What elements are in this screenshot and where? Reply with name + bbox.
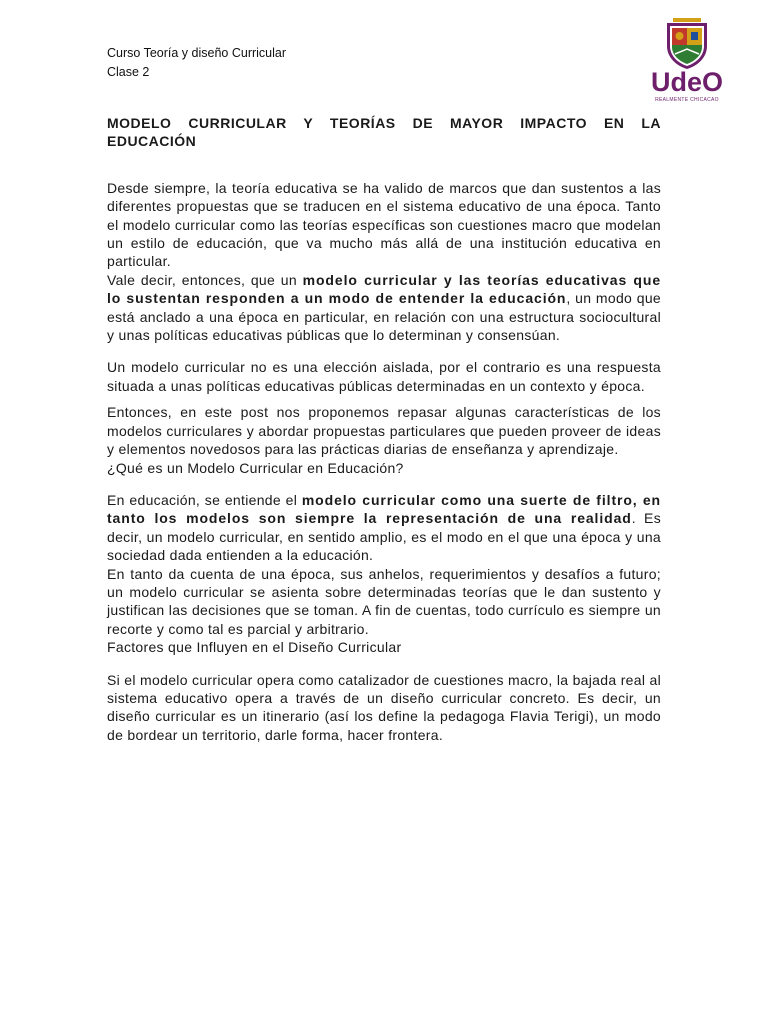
logo-subtitle: REALMENTE CHICACAO — [655, 97, 719, 103]
paragraph-2-bold: modelo curricular y las teorías educativas que lo sustentan responden a un modo de entender la educación — [107, 271, 662, 307]
paragraph-5-bold: modelo curricular como una suerte de filtro, en tanto los modelos son siempre la representación de una realidad — [107, 491, 662, 527]
udeo-logo — [645, 18, 729, 104]
paragraph-2-start: Vale decir, entonces, que un — [107, 271, 303, 288]
paragraph-2 — [107, 271, 661, 345]
paragraph-5-end: . Es decir, un modelo curricular, en sentido amplio, es el modo en el que una época y una sociedad dada entienden a la educación. — [107, 510, 661, 564]
university-crest-icon — [663, 18, 711, 70]
document-header — [107, 44, 286, 82]
section-heading-factores: Factores que Influyen en el Diseño Curricular — [107, 639, 402, 656]
title-line-1: MODELO CURRICULAR Y TEORÍAS DE MAYOR IMPACTO EN LA — [107, 115, 661, 131]
paragraph-5 — [107, 491, 661, 565]
paragraph-7: Si el modelo curricular opera como catalizador de cuestiones macro, la bajada real al sistema educativo opera a través de un diseño curricular concreto. Es decir, un diseño curricular es un itinerario (así los define la pedagoga Flavia Terigi), un modo de bordear un territorio, darle forma, hacer frontera. — [107, 671, 661, 743]
section-heading-modelo: ¿Qué es un Modelo Curricular en Educación? — [107, 459, 404, 476]
title-line-2: EDUCACIÓN — [107, 133, 197, 150]
paragraph-2-end: , un modo que está anclado a una época en particular, en relación con una estructura sociocultural y unas políticas educativas públicas que lo determinan y consensúan. — [107, 290, 661, 344]
class-number: Clase 2 — [107, 65, 150, 79]
paragraph-5-start: En educación, se entiende el — [107, 491, 302, 508]
document-body — [107, 114, 661, 744]
logo-wordmark: UdeO — [650, 67, 723, 97]
paragraph-4: Entonces, en este post nos proponemos repasar algunas características de los modelos curriculares y abordar propuestas particulares que pueden proveer de ideas y elementos novedosos para las prácticas diarias de enseñanza y aprendizaje. — [107, 404, 661, 458]
document-title — [107, 114, 661, 151]
paragraph-6: En tanto da cuenta de una época, sus anhelos, requerimientos y desafíos a futuro; un modelo curricular se asienta sobre determinadas teorías que le dan sustento y justifican las decisiones que se toman. A fin de cuentas, todo currículo es siempre un recorte y como tal es parcial y arbitrario. — [107, 565, 661, 637]
paragraph-1: Desde siempre, la teoría educativa se ha valido de marcos que dan sustentos a las diferentes propuestas que se traducen en el sistema educativo de una época. Tanto el modelo curricular como las teorías específicas son cuestiones macro que modelan un estilo de educación, que va mucho más allá de una institución educativa en particular. — [107, 179, 661, 270]
paragraph-3: Un modelo curricular no es una elección aislada, por el contrario es una respuesta situada a unas políticas educativas públicas determinadas en un contexto y época. — [107, 359, 661, 394]
course-name: Curso Teoría y diseño Curricular — [107, 46, 287, 60]
